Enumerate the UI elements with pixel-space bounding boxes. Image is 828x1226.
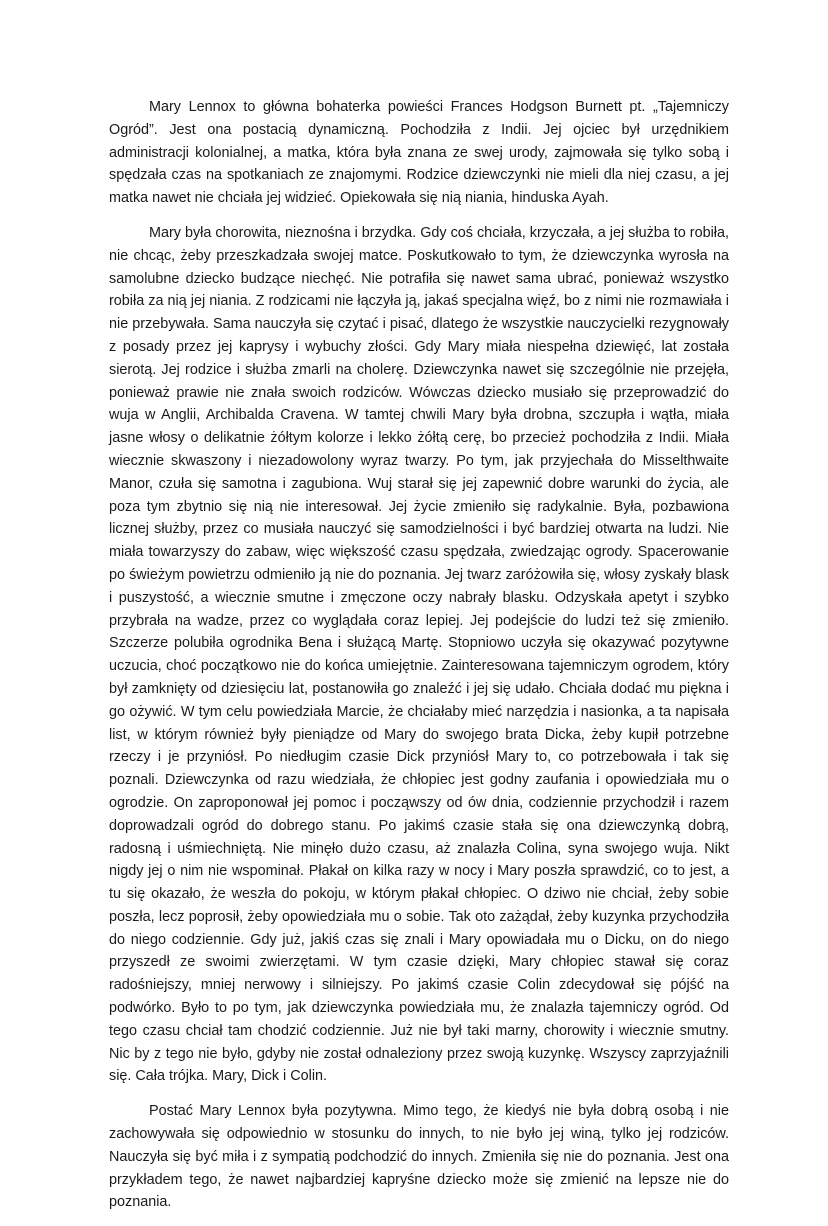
- paragraph-character-development: Mary była chorowita, nieznośna i brzydka. Gdy coś chciała, krzyczała, a jej służba to robiła, nie chcąc, żeby przeszkadzała swojej matce. Poskutkowało to tym, że dziewczynka wyrosła na samolubne dziecko budzące niechęć. Nie potrafiła się nawet sama ubrać, ponieważ wszystko robiła za nią jej niania. Z rodzicami nie łączyła ją, jakaś specjalna więź, bo z nimi nie rozmawiała i nie przebywała. Sama nauczyła się czytać i pisać, dlatego że wszystkie nauczycielki rezygnowały z posady przez jej kaprysy i wybuchy złości. Gdy Mary miała niespełna dziewięć, lat została sierotą. Jej rodzice i służba zmarli na cholerę. Dziewczynka nawet się szczególnie nie przejęła, ponieważ prawie nie znała swoich rodziców. Wówczas dziecko musiało się przeprowadzić do wuja w Anglii, Archibalda Cravena. W tamtej chwili Mary była drobna, szczupła i wątła, miała jasne włosy o delikatnie żółtym kolorze i lekko żółtą cerę, bo przecież pochodziła z Indii. Miała wiecznie skwaszony i niezadowolony wyraz twarzy. Po tym, jak przyjechała do Misselthwaite Manor, czuła się samotna i zagubiona. Wuj starał się jej zapewnić dobre warunki do życia, ale poza tym zbytnio się nią nie interesował. Jej życie zmieniło się radykalnie. Była, pozbawiona licznej służby, przez co musiała nauczyć się samodzielności i być bardziej otwarta na ludzi. Nie miała towarzyszy do zabaw, więc większość czasu spędzała, zwiedzając ogrody. Spacerowanie po świeżym powietrzu odmieniło ją nie do poznania. Jej twarz zaróżowiła się, włosy zyskały blask i puszystość, a wiecznie smutne i zmęczone oczy nabrały blasku. Odzyskała apetyt i szybko przybrała na wadze, przez co wyglądała coraz lepiej. Jej podejście do ludzi też się zmieniło. Szczerze polubiła ogrodnika Bena i służącą Martę. Stopniowo uczyła się okazywać pozytywne uczucia, choć początkowo nie do końca umiejętnie. Zainteresowana tajemniczym ogrodem, który był zamknięty od dziesięciu lat, postanowiła go znaleźć i jej się udało. Chciała dodać mu piękna i go ożywić. W tym celu powiedziała Marcie, że chciałaby mieć narzędzia i nasionka, a ta napisała list, w którym również były pieniądze od Mary do swojego brata Dicka, żeby kupił potrzebne rzeczy i je przyniósł. Po niedługim czasie Dick przyniósł Mary to, co potrzebowała i tak się poznali. Dziewczynka od razu wiedziała, że chłopiec jest godny zaufania i opowiedziała mu o ogrodzie. On zaproponował jej pomoc i począwszy od ów dnia, codziennie przychodził i razem doprowadzali ogród do dobrego stanu. Po jakimś czasie stała się ona dziewczynką dobrą, radosną i uśmiechniętą. Nie minęło dużo czasu, aż znalazła Colina, syna swojego wuja. Nikt nigdy jej o nim nie wspominał. Płakał on kilka razy w nocy i Mary poszła sprawdzić, co to jest, a tu się okazało, że weszła do pokoju, w którym płakał chłopiec. O dziwo nie chciał, żeby sobie poszła, lecz poprosił, żeby opowiedziała mu o sobie. Tak oto zażądał, żeby kuzynka przychodziła do niego codziennie. Gdy już, jakiś czas się znali i Mary opowiadała mu o Dicku, on do niego przyszedł ze swoimi zwierzętami. W tym czasie dzięki, Mary chłopiec stawał się coraz radośniejszy, mniej nerwowy i silniejszy. Po jakimś czasie Colin zdecydował się pójść na podwórko. Było to po tym, jak dziewczynka powiedziała mu, że znalazła tajemniczy ogród. Od tego czasu chciał tam chodzić codziennie. Już nie był taki marny, chorowity i wiecznie smutny. Nic by z tego nie było, gdyby nie został odnaleziony przez swoją kuzynkę. Wszyscy zaprzyjaźnili się. Cała trójka. Mary, Dick i Colin.: [109, 224, 729, 1085]
- paragraph-conclusion: Postać Mary Lennox była pozytywna. Mimo tego, że kiedyś nie była dobrą osobą i nie zachowywała się odpowiednio w stosunku do innych, to nie było jej winą, tylko jej rodziców. Nauczyła się być miła i z sympatią podchodzić do innych. Zmieniła się nie do poznania. Jest ona przykładem tego, że nawet najbardziej kapryśne dziecko może się zmienić na lepsze nie do poznania.: [109, 1103, 729, 1211]
- document-page: [109, 96, 729, 1226]
- paragraph-introduction: Mary Lennox to główna bohaterka powieści Frances Hodgson Burnett pt. „Tajemniczy Ogród”. Jest ona postacią dynamiczną. Pochodziła z Indii. Jej ojciec był urzędnikiem administracji kolonialnej, a matka, która była znana ze swej urody, zajmowała się tylko sobą i spędzała czas na spotkaniach ze znajomymi. Rodzice dziewczynki nie mieli dla niej czasu, a jej matka nawet nie chciała jej widzieć. Opiekowała się nią niania, hinduska Ayah.: [109, 99, 729, 207]
